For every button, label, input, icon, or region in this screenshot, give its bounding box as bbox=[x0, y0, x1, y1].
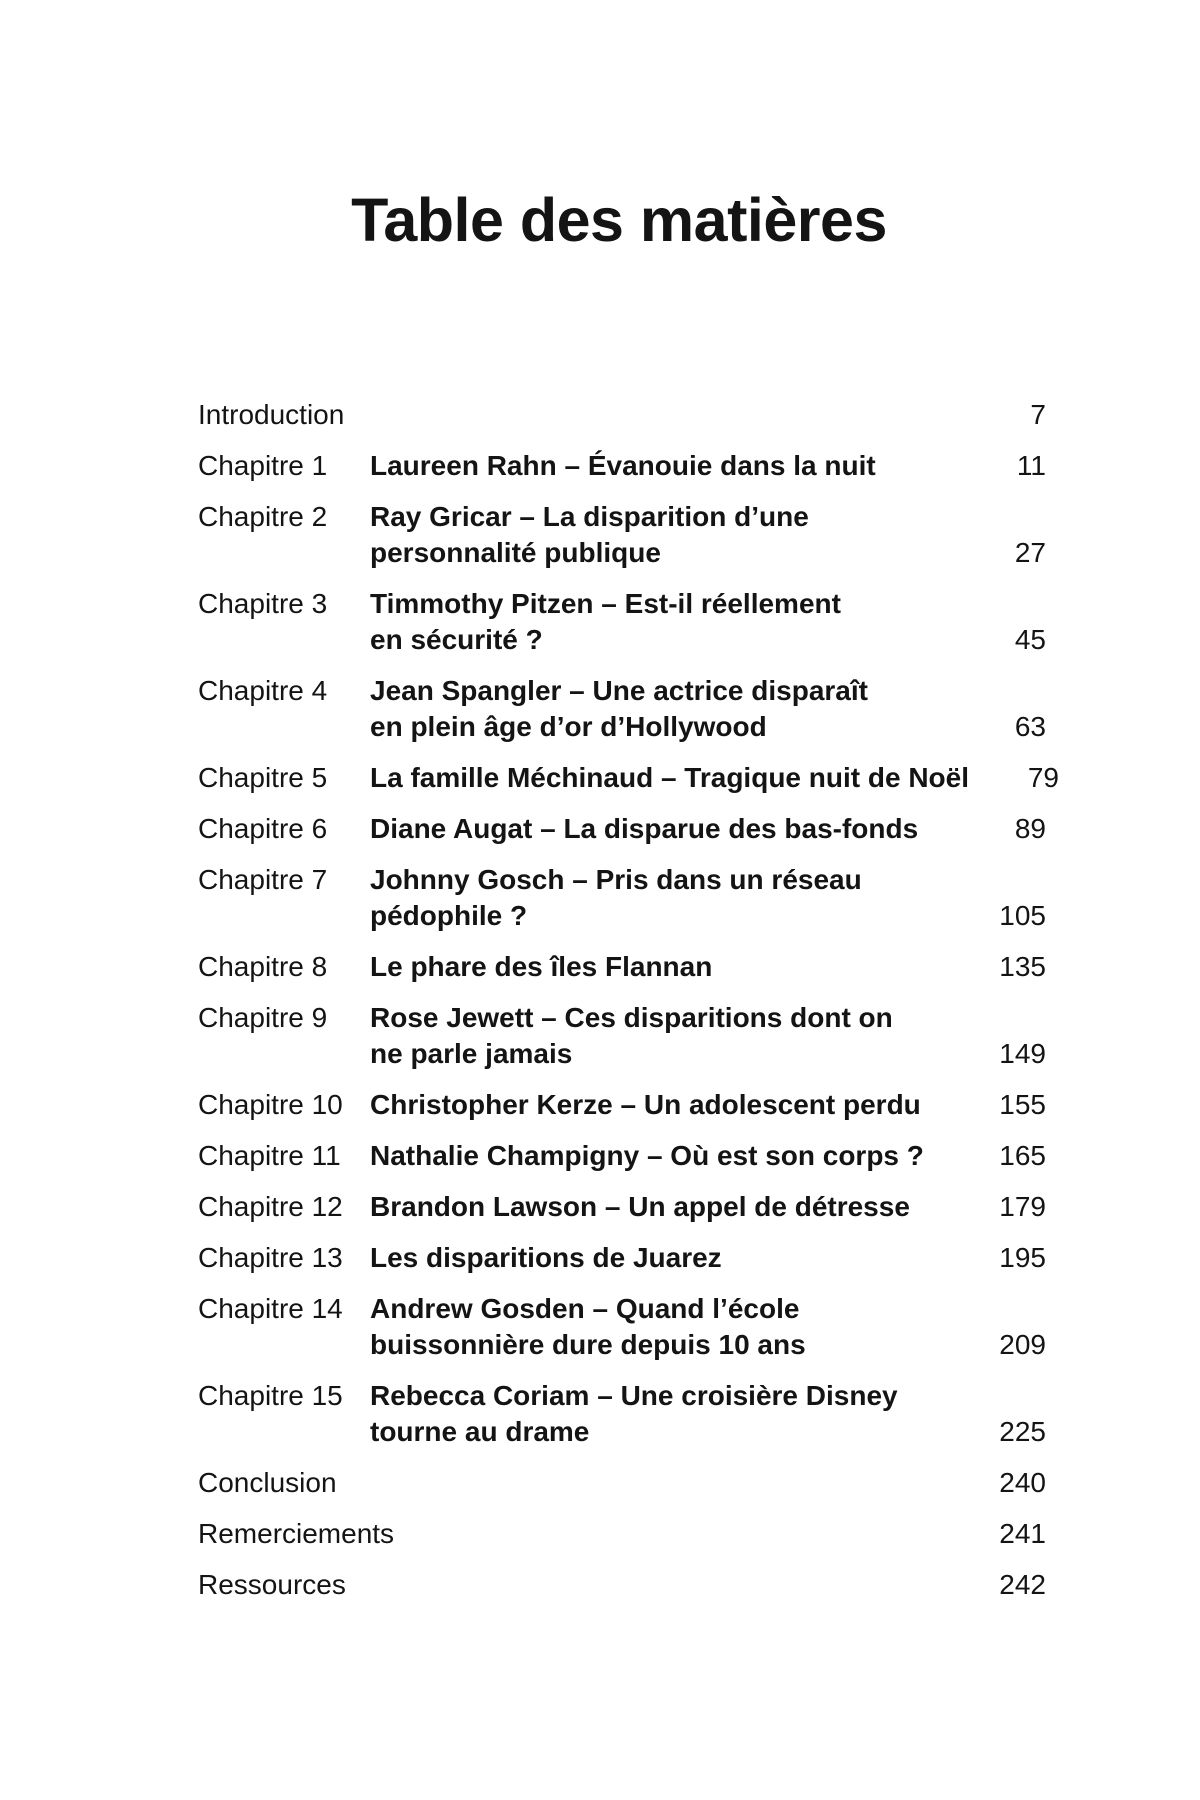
toc-entry-title-line: Laureen Rahn – Évanouie dans la nuit bbox=[370, 450, 876, 481]
toc-entry-title-line: Johnny Gosch – Pris dans un réseau bbox=[370, 864, 862, 895]
toc-entry[interactable] bbox=[198, 1000, 1046, 1072]
toc-entry[interactable] bbox=[198, 1378, 1046, 1450]
toc-entry-label: Chapitre 13 bbox=[198, 1242, 343, 1273]
toc-entry-title bbox=[370, 949, 966, 985]
toc-entry-title-line: Jean Spangler – Une actrice disparaît bbox=[370, 675, 868, 706]
toc-entry-page-number: 27 bbox=[1014, 537, 1046, 568]
toc-entry-title-line: Rose Jewett – Ces disparitions dont on bbox=[370, 1002, 893, 1033]
toc-entry-label: Chapitre 9 bbox=[198, 1002, 328, 1033]
toc-entry[interactable] bbox=[198, 673, 1046, 745]
toc-entry-title-line: Ray Gricar – La disparition d’une bbox=[370, 501, 809, 532]
table-of-contents bbox=[198, 397, 1059, 1618]
toc-entry-page-number: 242 bbox=[999, 1569, 1046, 1600]
toc-entry-title-line: tourne au drame bbox=[370, 1416, 590, 1447]
toc-entry-label: Chapitre 8 bbox=[198, 951, 328, 982]
page-title: Table des matières bbox=[351, 186, 887, 254]
toc-entry-title-line: en plein âge d’or d’Hollywood bbox=[370, 711, 767, 742]
toc-entry-page-number: 135 bbox=[999, 951, 1046, 982]
toc-entry-title-line: Rebecca Coriam – Une croisière Disney bbox=[370, 1380, 898, 1411]
toc-entry-title-line: La famille Méchinaud – Tragique nuit de Noël bbox=[370, 762, 969, 793]
toc-entry-label: Chapitre 15 bbox=[198, 1380, 343, 1411]
toc-entry[interactable] bbox=[198, 1240, 1046, 1276]
toc-entry-page-number: 225 bbox=[999, 1416, 1046, 1447]
toc-entry-page-number: 89 bbox=[1014, 813, 1046, 844]
toc-entry[interactable] bbox=[198, 1567, 1046, 1603]
toc-entry-title-line: Nathalie Champigny – Où est son corps ? bbox=[370, 1140, 924, 1171]
toc-entry-page-number: 195 bbox=[999, 1242, 1046, 1273]
toc-entry-title-line: Christopher Kerze – Un adolescent perdu bbox=[370, 1089, 921, 1120]
toc-entry-page-number: 45 bbox=[1014, 624, 1046, 655]
toc-entry-label: Remerciements bbox=[198, 1518, 395, 1549]
toc-entry-page-number: 7 bbox=[1030, 399, 1046, 430]
toc-entry-title bbox=[370, 760, 979, 796]
toc-entry-title bbox=[370, 1138, 966, 1174]
toc-entry-label: Ressources bbox=[198, 1569, 346, 1600]
toc-entry[interactable] bbox=[198, 1138, 1046, 1174]
toc-entry-title-line: personnalité publique bbox=[370, 537, 661, 568]
toc-entry-page-number: 63 bbox=[1014, 711, 1046, 742]
toc-entry-title bbox=[370, 1240, 966, 1276]
toc-entry-page-number: 209 bbox=[999, 1329, 1046, 1360]
toc-entry-page-number: 11 bbox=[1016, 450, 1046, 481]
toc-entry-title bbox=[370, 1189, 966, 1225]
toc-entry-title-line: Le phare des îles Flannan bbox=[370, 951, 713, 982]
toc-entry-title bbox=[370, 673, 966, 745]
toc-entry[interactable] bbox=[198, 1465, 1046, 1501]
toc-entry-title bbox=[370, 1378, 966, 1450]
toc-entry[interactable] bbox=[198, 586, 1046, 658]
toc-entry-title-line: ne parle jamais bbox=[370, 1038, 573, 1069]
toc-entry-title bbox=[370, 1000, 966, 1072]
toc-entry[interactable] bbox=[198, 1189, 1046, 1225]
toc-entry-label: Chapitre 5 bbox=[198, 762, 328, 793]
toc-entry-page-number: 149 bbox=[999, 1038, 1046, 1069]
toc-entry[interactable] bbox=[198, 949, 1046, 985]
toc-entry-label: Chapitre 2 bbox=[198, 501, 328, 532]
toc-entry-label: Chapitre 12 bbox=[198, 1191, 343, 1222]
toc-entry-label: Chapitre 10 bbox=[198, 1089, 343, 1120]
toc-entry[interactable] bbox=[198, 1516, 1046, 1552]
toc-entry[interactable] bbox=[198, 499, 1046, 571]
toc-entry-title-line: Timmothy Pitzen – Est-il réellement bbox=[370, 588, 841, 619]
toc-entry[interactable] bbox=[198, 448, 1046, 484]
toc-entry-page-number: 165 bbox=[999, 1140, 1046, 1171]
toc-entry-title bbox=[370, 1087, 966, 1123]
toc-entry-title bbox=[370, 811, 966, 847]
toc-entry[interactable] bbox=[198, 760, 1059, 796]
toc-entry[interactable] bbox=[198, 1291, 1046, 1363]
toc-entry-title-line: en sécurité ? bbox=[370, 624, 543, 655]
toc-entry-label: Chapitre 7 bbox=[198, 864, 328, 895]
toc-entry-title-line: Andrew Gosden – Quand l’école bbox=[370, 1293, 800, 1324]
toc-entry-label: Chapitre 14 bbox=[198, 1293, 343, 1324]
toc-entry[interactable] bbox=[198, 811, 1046, 847]
toc-entry-title-line: Les disparitions de Juarez bbox=[370, 1242, 722, 1273]
toc-entry-label: Chapitre 3 bbox=[198, 588, 328, 619]
toc-entry[interactable] bbox=[198, 397, 1046, 433]
toc-entry-title-line: pédophile ? bbox=[370, 900, 528, 931]
toc-entry-label: Introduction bbox=[198, 399, 345, 430]
toc-entry-title-line: buissonnière dure depuis 10 ans bbox=[370, 1329, 806, 1360]
toc-entry-title bbox=[370, 448, 966, 484]
toc-entry-label: Chapitre 6 bbox=[198, 813, 328, 844]
toc-entry-label: Chapitre 1 bbox=[198, 450, 328, 481]
toc-entry-label: Chapitre 4 bbox=[198, 675, 328, 706]
toc-entry-label: Conclusion bbox=[198, 1467, 337, 1498]
toc-entry-title-line: Diane Augat – La disparue des bas-fonds bbox=[370, 813, 919, 844]
toc-entry-page-number: 241 bbox=[999, 1518, 1046, 1549]
toc-entry-page-number: 179 bbox=[999, 1191, 1046, 1222]
toc-entry-title bbox=[370, 862, 966, 934]
toc-entry-label: Chapitre 11 bbox=[198, 1140, 341, 1171]
toc-entry-page-number: 155 bbox=[999, 1089, 1046, 1120]
toc-entry-page-number: 79 bbox=[1027, 762, 1059, 793]
toc-entry-title bbox=[370, 1291, 966, 1363]
toc-entry-page-number: 105 bbox=[999, 900, 1046, 931]
toc-entry-page-number: 240 bbox=[999, 1467, 1046, 1498]
toc-entry-title-line: Brandon Lawson – Un appel de détresse bbox=[370, 1191, 910, 1222]
toc-entry-title bbox=[370, 499, 966, 571]
toc-entry-title bbox=[370, 586, 966, 658]
toc-entry[interactable] bbox=[198, 862, 1046, 934]
toc-entry[interactable] bbox=[198, 1087, 1046, 1123]
